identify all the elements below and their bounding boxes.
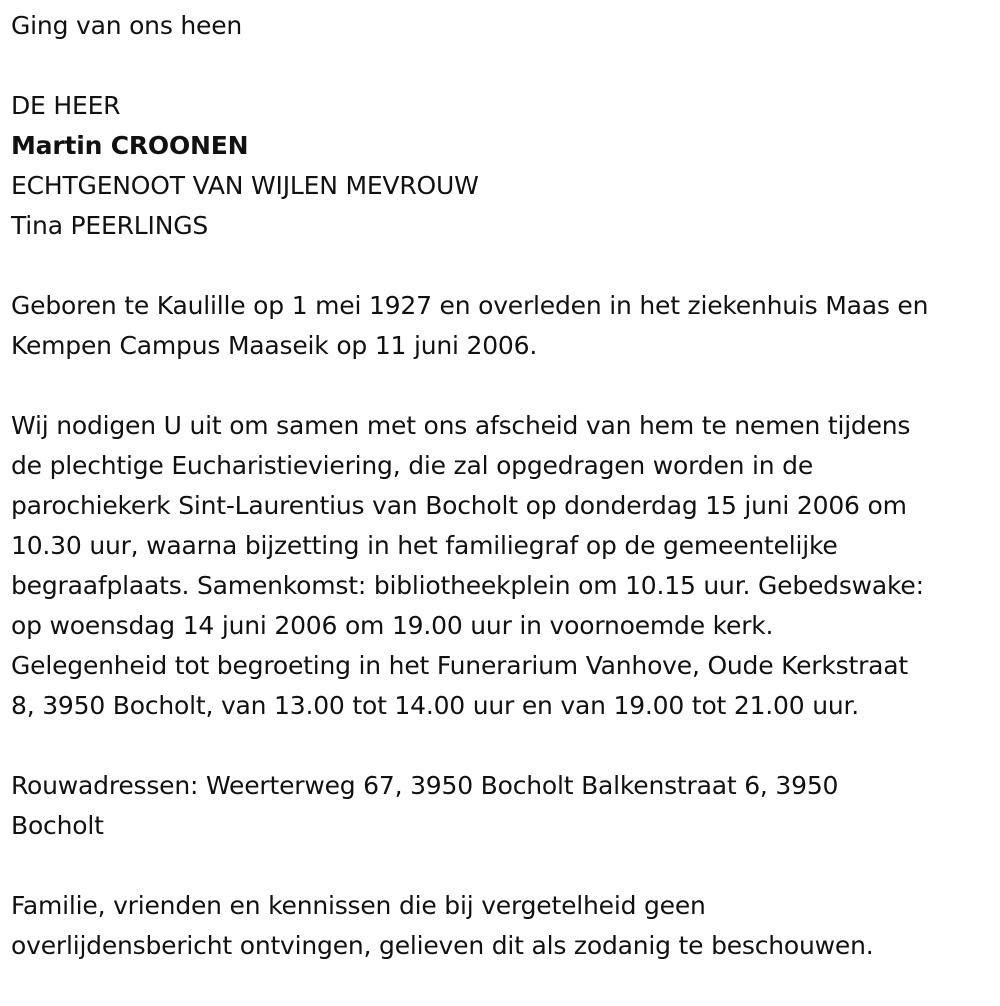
paragraph-line: overlijdensbericht ontvingen, gelieven dit als zodanig te beschouwen.: [11, 931, 874, 960]
paragraph-line: begraafplaats. Samenkomst: bibliotheekplein om 10.15 uur. Gebedswake:: [11, 571, 924, 600]
ceremony-paragraph: [11, 406, 996, 726]
spacer: [11, 246, 996, 286]
closing-paragraph: [11, 886, 996, 966]
spacer: [11, 726, 996, 766]
paragraph-line: Kempen Campus Maaseik op 11 juni 2006.: [11, 331, 538, 360]
paragraph-line: Rouwadressen: Weerterweg 67, 3950 Bocholt Balkenstraat 6, 3950: [11, 771, 839, 800]
spacer: [11, 846, 996, 886]
paragraph-line: Familie, vrienden en kennissen die bij vergetelheid geen: [11, 891, 706, 920]
spacer: [11, 366, 996, 406]
paragraph-line: 10.30 uur, waarna bijzetting in het familiegraf op de gemeentelijke: [11, 531, 838, 560]
paragraph-line: de plechtige Eucharistieviering, die zal opgedragen worden in de: [11, 451, 814, 480]
deceased-name: Martin CROONEN: [11, 131, 249, 160]
spacer: [11, 46, 996, 86]
intro-line: Ging van ons heen: [11, 11, 243, 40]
paragraph-line: parochiekerk Sint-Laurentius van Bocholt op donderdag 15 juni 2006 om: [11, 491, 907, 520]
paragraph-line: Gelegenheid tot begroeting in het Funerarium Vanhove, Oude Kerkstraat: [11, 651, 908, 680]
addresses-paragraph: [11, 766, 996, 846]
paragraph-line: Geboren te Kaulille op 1 mei 1927 en overleden in het ziekenhuis Maas en: [11, 291, 929, 320]
spouse-name: Tina PEERLINGS: [11, 211, 209, 240]
paragraph-line: Bocholt: [11, 811, 104, 840]
paragraph-line: 8, 3950 Bocholt, van 13.00 tot 14.00 uur en van 19.00 tot 21.00 uur.: [11, 691, 860, 720]
relation-line: ECHTGENOOT VAN WIJLEN MEVROUW: [11, 171, 479, 200]
paragraph-line: Wij nodigen U uit om samen met ons afscheid van hem te nemen tijdens: [11, 411, 911, 440]
title-line: DE HEER: [11, 91, 121, 120]
paragraph-line: op woensdag 14 juni 2006 om 19.00 uur in voornoemde kerk.: [11, 611, 774, 640]
birth-death-paragraph: [11, 286, 996, 366]
obituary-notice: [11, 6, 996, 966]
